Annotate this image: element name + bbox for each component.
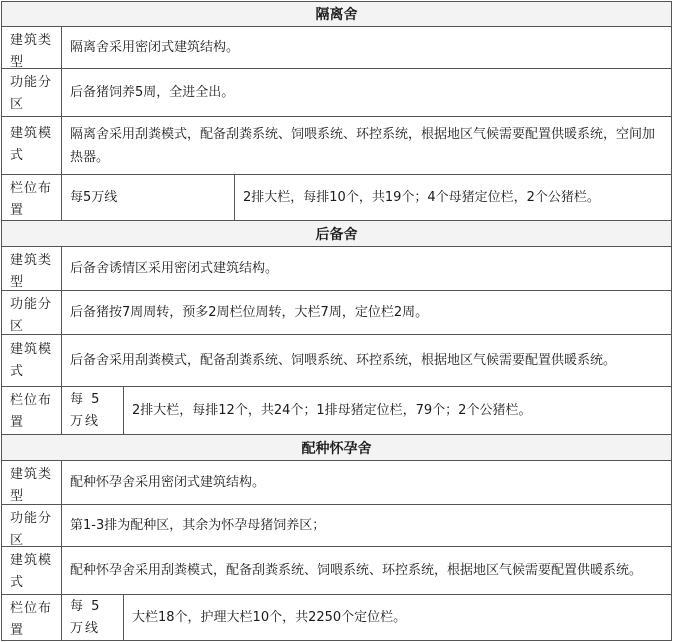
row-label: 建筑类型	[2, 247, 62, 290]
row-label: 栏位布置	[2, 595, 62, 640]
table-row	[1, 175, 672, 221]
table-row	[1, 547, 672, 595]
table-row	[1, 335, 672, 387]
row-label: 栏位布置	[2, 175, 62, 220]
table-row	[1, 461, 672, 505]
row-label: 建筑类型	[2, 27, 62, 68]
row-value: 隔离舍采用刮粪模式，配备刮粪系统、饲喂系统、环控系统，根据地区气候需要配置供暖系统，空间加热器。	[70, 127, 656, 165]
table-row	[1, 505, 672, 547]
row-label: 建筑模式	[2, 547, 62, 594]
table-row	[1, 69, 672, 117]
table-row	[1, 291, 672, 335]
row-value: 隔离舍采用密闭式建筑结构。	[70, 40, 240, 55]
section-header-breeding	[1, 435, 672, 461]
table-row	[1, 247, 672, 291]
capacity-cell: 每 5 万线	[62, 595, 124, 640]
row-value: 2排大栏，每排12个，共24个；1排母猪定位栏，79个；2个公猪栏。	[132, 402, 532, 418]
table-row	[1, 387, 672, 435]
row-value: 配种怀孕舍采用刮粪模式，配备刮粪系统、饲喂系统、环控系统，根据地区气候需要配置供暖系统。	[70, 563, 643, 578]
capacity-cell: 每5万线	[62, 175, 235, 220]
capacity-cell: 每 5 万线	[62, 387, 124, 434]
row-label: 功能分区	[2, 505, 62, 546]
section-header-reserve	[1, 221, 672, 247]
section-header-isolation	[1, 1, 672, 27]
row-label: 栏位布置	[2, 387, 62, 434]
table-row	[1, 595, 672, 641]
section-title: 后备舍	[315, 226, 358, 243]
table-row	[1, 27, 672, 69]
row-label: 功能分区	[2, 291, 62, 334]
row-value: 大栏18个，护理大栏10个，共2250个定位栏。	[132, 609, 407, 625]
row-value: 后备猪饲养5周，全进全出。	[70, 85, 235, 100]
table-row	[1, 117, 672, 175]
row-value: 后备舍诱情区采用密闭式建筑结构。	[70, 261, 279, 276]
row-label: 建筑模式	[2, 335, 62, 386]
row-value: 后备猪按7周周转，预多2周栏位周转，大栏7周，定位栏2周。	[70, 305, 429, 320]
row-label: 建筑模式	[2, 117, 62, 174]
row-value: 第1-3排为配种区，其余为怀孕母猪饲养区；	[70, 518, 326, 533]
row-value: 后备舍采用刮粪模式，配备刮粪系统、饲喂系统、环控系统，根据地区气候需要配置供暖系统。	[70, 353, 617, 368]
section-title: 隔离舍	[315, 7, 358, 23]
row-value: 配种怀孕舍采用密闭式建筑结构。	[70, 475, 266, 490]
facility-spec-table	[1, 1, 672, 641]
row-value: 2排大栏，每排10个，共19个；4个母猪定位栏，2个公猪栏。	[243, 189, 600, 205]
row-label: 功能分区	[2, 69, 62, 116]
row-label: 建筑类型	[2, 461, 62, 504]
section-title: 配种怀孕舍	[301, 440, 372, 457]
